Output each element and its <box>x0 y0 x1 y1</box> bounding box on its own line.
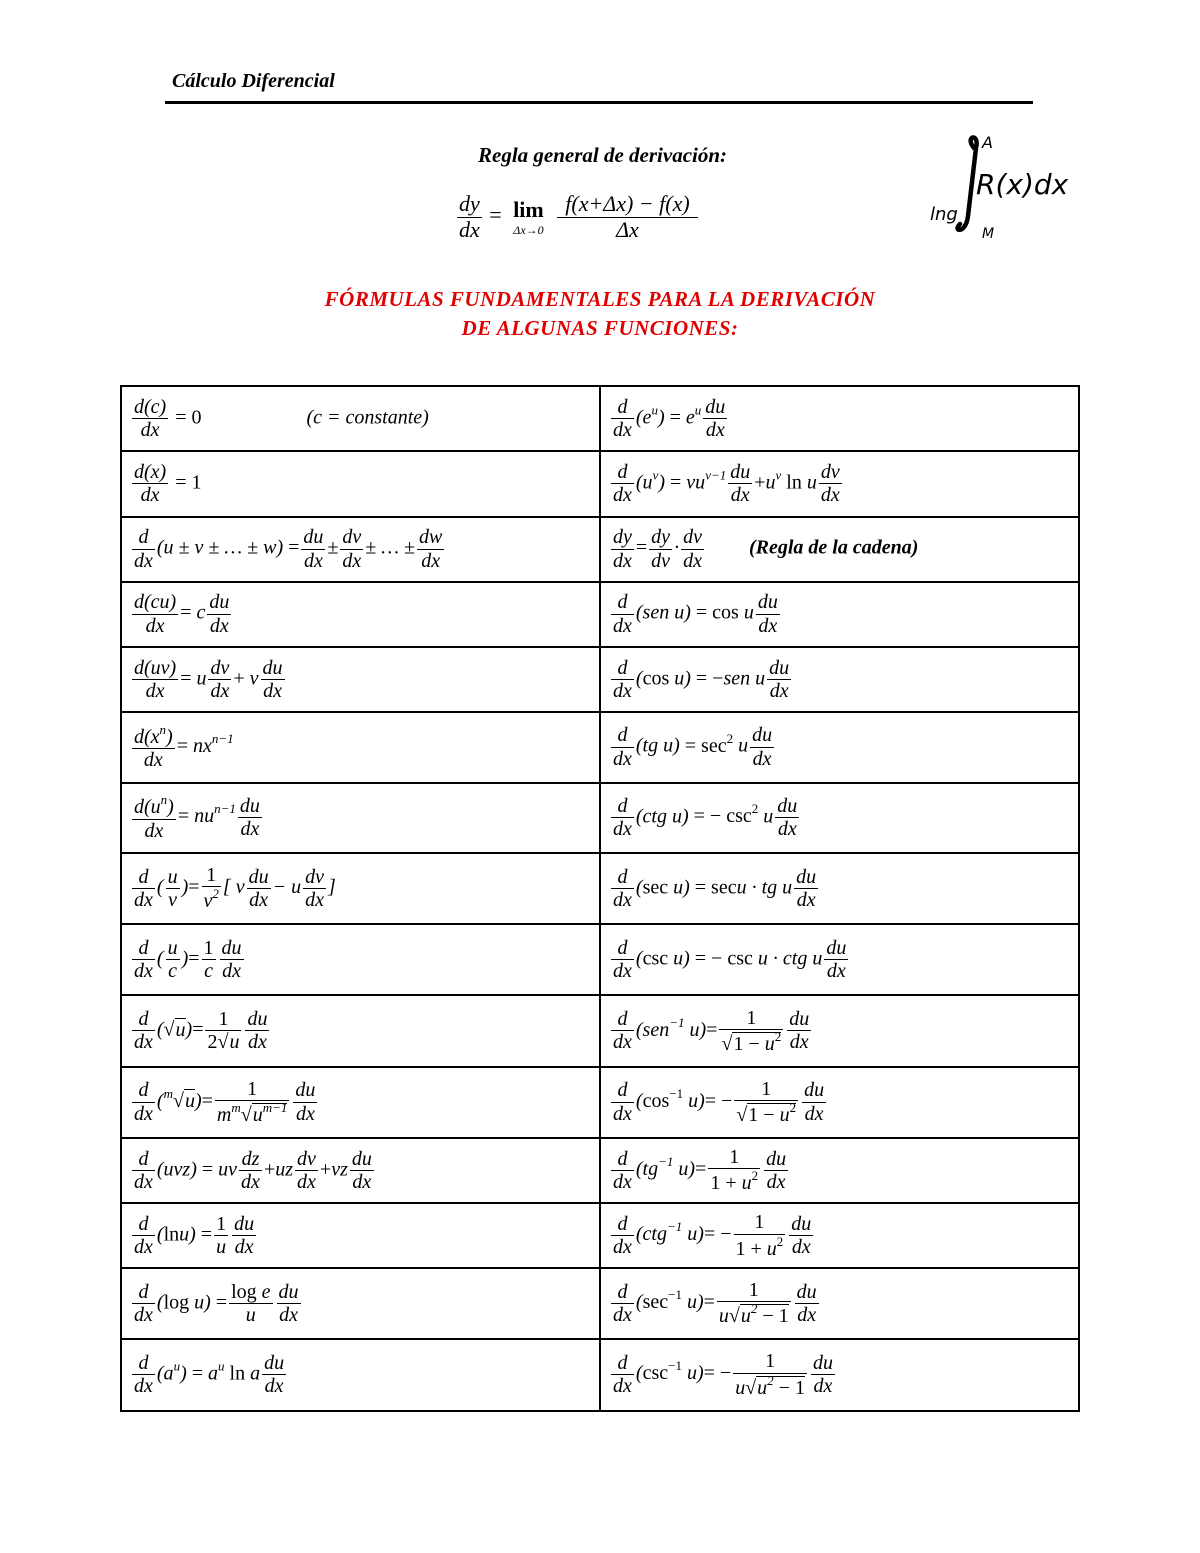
formula-tangent: $\frac{d}{dx}$ (tg $u) = \sec^2 u$ $\frac{du}{dx}$ <box>600 712 1079 782</box>
formula-common-log: $\frac{d}{dx}$ (log u) = $\frac{\text{log e}}{u}$ $\frac{du}{dx}$ <box>121 1268 600 1338</box>
general-rule-title: Regla general de derivación: <box>478 143 728 167</box>
formula-arcsine: $\frac{d}{dx}$ (sen$^{-1}$ u)= $\frac{1}{√1 - u^2}$ $\frac{du}{dx}$ <box>600 995 1079 1066</box>
formula-sine: $\frac{d}{dx}$ (sen u) = cos u $\frac{du}{dx}$ <box>600 582 1079 647</box>
formula-cosecant: $\frac{d}{dx}$ (csc u) = − csc u · ctg u $\frac{du}{dx}$ <box>600 924 1079 995</box>
svg-text:M: M <box>982 226 995 242</box>
formula-nth-root: $\frac{d}{dx}$ ($^m$√u)= $\frac{1}{m^m√u^{m-1}}$ $\frac{du}{dx}$ <box>121 1067 600 1138</box>
header-title: Cálculo Diferencial <box>172 70 335 92</box>
svg-text:lng: lng <box>930 204 958 225</box>
svg-text:A: A <box>982 133 993 152</box>
heading-line-2: DE ALGUNAS FUNCIONES: <box>461 316 739 340</box>
formula-arccosine: $\frac{d}{dx}$ ($\cos^{-1}$ u)= − $\frac{1}{√1 - u^2}$ $\frac{du}{dx}$ <box>600 1067 1079 1138</box>
general-rule-formula: $\frac{dy}{dx}$ = lim Δx→0 $\frac{f(x+\Delta x) - f(x)}{\Delta x}$ <box>455 192 700 242</box>
formula-chain-rule: $\frac{dy}{dx}$ = $\frac{dy}{dv}$ · $\frac{dv}{dx}$ (Regla de la cadena) <box>600 517 1079 582</box>
integral-logo <box>922 128 1069 243</box>
formula-natural-log: $\frac{d}{dx}$ (lnu) = $\frac{1}{u}$ $\frac{du}{dx}$ <box>121 1203 600 1268</box>
svg-text:R(x)dx: R(x)dx <box>976 168 1069 201</box>
formula-arctangent: $\frac{d}{dx}$ ($tg^{-1}$ u)= $\frac{1}{1 + u^2}$ $\frac{du}{dx}$ <box>600 1138 1079 1203</box>
formula-exp-a: $\frac{d}{dx}$ $(a^u) = a^u$ ln a $\frac{du}{dx}$ <box>121 1339 600 1411</box>
formula-power-x: $\frac{d(x^n)}{dx}$ = $nx^{n-1}$ <box>121 712 600 782</box>
formula-quotient: $\frac{d}{dx}$ ( $\frac{u}{v}$ )= $\frac{1}{v^2}$ [ v $\frac{du}{dx}$ − u $\frac{dv}{dx}$ ] <box>121 853 600 924</box>
formula-cosine: $\frac{d}{dx}$ (cos u) = −sen u $\frac{du}{dx}$ <box>600 647 1079 712</box>
formula-sum: $\frac{d}{dx}$ (u ± v ± … ± w) = $\frac{du}{dx}$ ± $\frac{dv}{dx}$ ± … ± $\frac{dw}{dx}$ <box>121 517 600 582</box>
formula-identity: $\frac{d(x)}{dx}$ = 1 <box>121 451 600 516</box>
formula-sqrt: $\frac{d}{dx}$ (√u)= $\frac{1}{2√u}$ $\frac{du}{dx}$ <box>121 995 600 1066</box>
formula-exp-e: $\frac{d}{dx}$ $(e^u) = e^u$ $\frac{du}{dx}$ <box>600 386 1079 451</box>
formula-constant: $\frac{d(c)}{dx}$ = 0 (c = constante) <box>121 386 600 451</box>
formula-cotangent: $\frac{d}{dx}$ (ctg u) = − $\csc^2 u$ $\frac{du}{dx}$ <box>600 783 1079 853</box>
formula-triple-product: $\frac{d}{dx}$ (uvz) = uv $\frac{dz}{dx}$ +uz $\frac{dv}{dx}$ +vz $\frac{du}{dx}$ <box>121 1138 600 1203</box>
heading-line-1: FÓRMULAS FUNDAMENTALES PARA LA DERIVACIÓN <box>324 287 876 311</box>
formula-secant: $\frac{d}{dx}$ (sec u) = secu · tg u $\frac{du}{dx}$ <box>600 853 1079 924</box>
formula-divide-constant: $\frac{d}{dx}$ ( $\frac{u}{c}$ )= $\frac{1}{c}$ $\frac{du}{dx}$ <box>121 924 600 995</box>
formula-constant-multiple: $\frac{d(cu)}{dx}$ = c $\frac{du}{dx}$ <box>121 582 600 647</box>
formula-product: $\frac{d(uv)}{dx}$ = u $\frac{dv}{dx}$ + v $\frac{du}{dx}$ <box>121 647 600 712</box>
formula-power-u: $\frac{d(u^n)}{dx}$ = $nu^{n-1}$ $\frac{du}{dx}$ <box>121 783 600 853</box>
formula-arccotangent: $\frac{d}{dx}$ (ctg$^{-1}$ u)= − $\frac{1}{1 + u^2}$ $\frac{du}{dx}$ <box>600 1203 1079 1268</box>
formula-arccosecant: $\frac{d}{dx}$ ($\csc^{-1}$ u)= − $\frac{1}{u√u^2 - 1}$ $\frac{du}{dx}$ <box>600 1339 1079 1411</box>
formula-power-uv: $\frac{d}{dx}$ $(u^v) = vu^{v-1}$ $\frac{du}{dx}$ $+u^v$ ln u $\frac{dv}{dx}$ <box>600 451 1079 516</box>
chain-rule-note: (Regla de la cadena) <box>748 536 919 559</box>
formula-arcsecant: $\frac{d}{dx}$ ($\sec^{-1}$ u)= $\frac{1}{u√u^2 - 1}$ $\frac{du}{dx}$ <box>600 1268 1079 1338</box>
derivative-formula-table <box>120 385 1080 1412</box>
constant-note: (c = constante) <box>306 406 429 429</box>
header-rule <box>165 101 1033 104</box>
